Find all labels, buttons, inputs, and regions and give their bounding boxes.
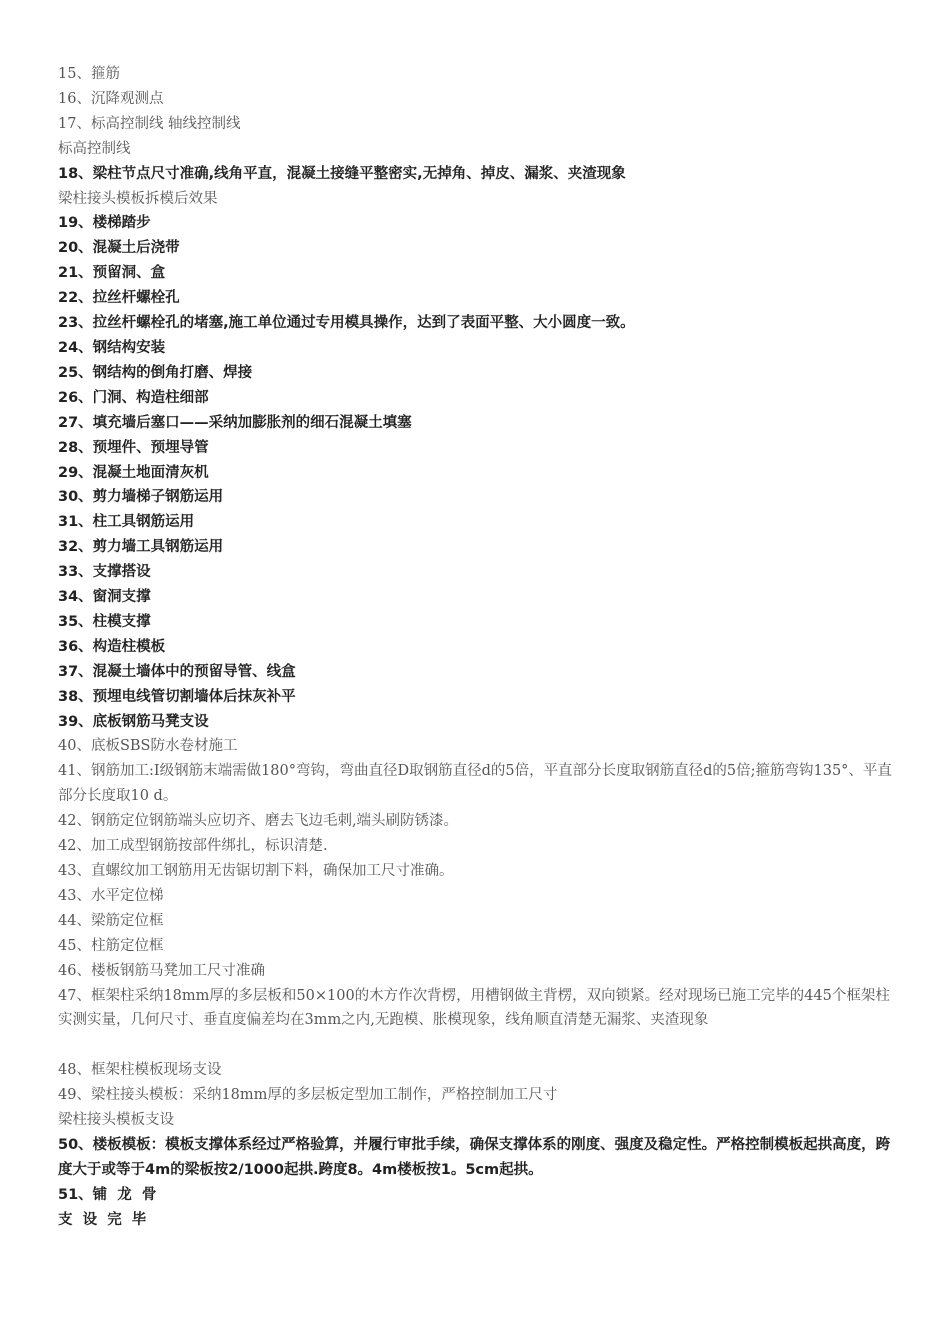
line-43b: 43、水平定位梯	[58, 887, 164, 904]
line-21: 21、预留洞、盒	[58, 265, 166, 282]
caption-beam-column-joint: 梁柱接头模板拆模后效果	[58, 190, 218, 207]
line-48: 48、框架柱模板现场支设	[58, 1062, 222, 1079]
line-35: 35、柱模支撑	[58, 613, 151, 630]
line-49: 49、梁柱接头模板：采纳18mm厚的多层板定型加工制作，严格控制加工尺寸	[58, 1087, 558, 1104]
line-18: 18、梁柱节点尺寸准确,线角平直，混凝土接缝平整密实,无掉角、掉皮、漏浆、夹渣现象	[58, 165, 626, 182]
line-42b: 42、加工成型钢筋按部件绑扎，标识清楚.	[58, 838, 328, 855]
line-38: 38、预埋电线管切割墙体后抹灰补平	[58, 688, 296, 705]
line-47: 47、框架柱采纳18mm厚的多层板和50×100的木方作次背楞，用槽钢做主背楞，双向锁紧。经对现场已施工完毕的445个框架柱实测实量，几何尺寸、垂直度偏差均在3mm之内,无跑模、胀模现象，线角顺直清楚无漏浆、夹渣现象	[58, 987, 890, 1029]
line-39: 39、底板钢筋马凳支设	[58, 713, 209, 730]
line-51: 51、铺 龙 骨	[58, 1186, 157, 1203]
line-50: 50、楼板模板：模板支撑体系经过严格验算，并履行审批手续，确保支撑体系的刚度、强度及稳定性。严格控制模板起拱高度，跨度大于或等于4m的梁板按2/1000起拱.跨度8。4m楼板按1。5cm起拱。	[58, 1136, 891, 1178]
line-30: 30、剪力墙梯子钢筋运用	[58, 489, 224, 506]
line-16: 16、沉降观测点	[58, 90, 164, 107]
line-28: 28、预埋件、预埋导管	[58, 439, 209, 456]
line-15: 15、箍筋	[58, 66, 120, 82]
line-31: 31、柱工具钢筋运用	[58, 514, 195, 531]
line-34: 34、窗洞支撑	[58, 589, 151, 606]
line-25: 25、钢结构的倒角打磨、焊接	[58, 364, 253, 381]
line-44: 44、梁筋定位框	[58, 912, 164, 929]
document-body	[58, 62, 898, 1233]
line-32: 32、剪力墙工具钢筋运用	[58, 539, 224, 556]
caption-elevation-line: 标高控制线	[58, 140, 131, 157]
line-33: 33、支撑搭设	[58, 564, 151, 581]
line-36: 36、构造柱模板	[58, 638, 166, 655]
line-37: 37、混凝土墙体中的预留导管、线盒	[58, 663, 296, 680]
line-41: 41、钢筋加工:I级钢筋末端需做180°弯钩，弯曲直径D取钢筋直径d的5倍，平直部分长度取钢筋直径d的5倍;箍筋弯钩135°、平直部分长度取10 d。	[58, 763, 892, 805]
line-24: 24、钢结构安装	[58, 339, 166, 356]
line-26: 26、门洞、构造柱细部	[58, 389, 209, 406]
line-22: 22、拉丝杆螺栓孔	[58, 290, 180, 307]
line-40: 40、底板SBS防水卷材施工	[58, 738, 238, 755]
line-43a: 43、直螺纹加工钢筋用无齿锯切割下料，确保加工尺寸准确。	[58, 863, 454, 879]
caption-support-complete: 支 设 完 毕	[58, 1211, 147, 1228]
line-19: 19、楼梯踏步	[58, 215, 151, 232]
line-20: 20、混凝土后浇带	[58, 240, 180, 257]
line-42a: 42、钢筋定位钢筋端头应切齐、磨去飞边毛刺,端头刷防锈漆。	[58, 813, 459, 830]
caption-joint-formwork: 梁柱接头模板支设	[58, 1112, 174, 1129]
line-45: 45、柱筋定位框	[58, 937, 164, 954]
line-46: 46、楼板钢筋马凳加工尺寸准确	[58, 962, 265, 979]
line-29: 29、混凝土地面清灰机	[58, 464, 209, 481]
blank-line	[58, 1033, 898, 1058]
line-23: 23、拉丝杆螺栓孔的堵塞,施工单位通过专用模具操作，达到了表面平整、大小圆度一致。	[58, 315, 635, 332]
line-17: 17、标高控制线 轴线控制线	[58, 115, 241, 132]
line-27: 27、填充墙后塞口——采纳加膨胀剂的细石混凝土填塞	[58, 414, 412, 431]
